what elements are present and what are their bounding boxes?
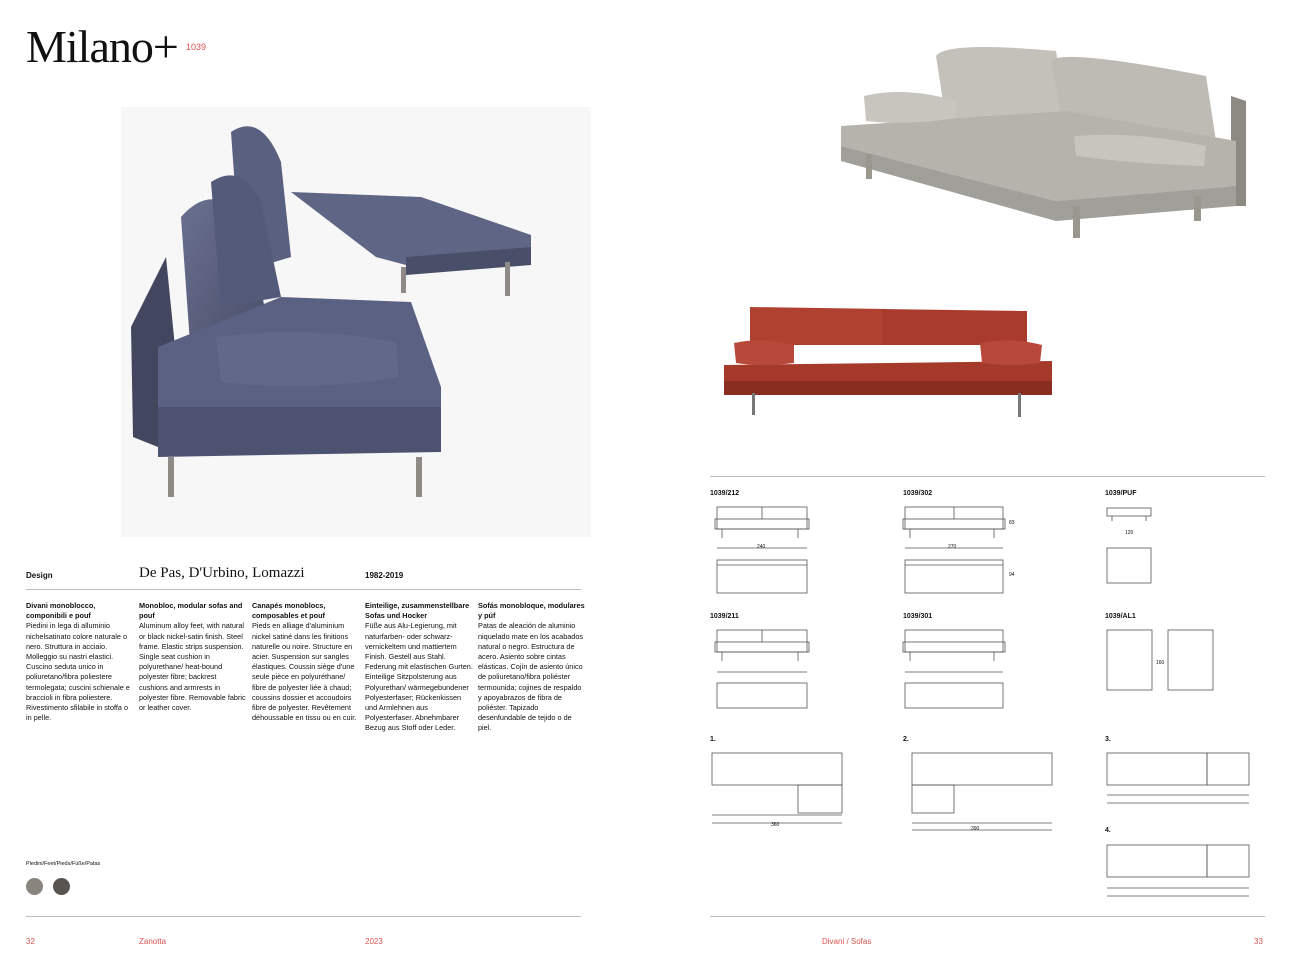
designer-names: De Pas, D'Urbino, Lomazzi: [139, 565, 305, 581]
feet-swatch-black: [53, 878, 70, 895]
composition-number: 4.: [1105, 827, 1111, 834]
drawing-code: 1039/AL1: [1105, 613, 1136, 620]
brand-name: Zanotta: [139, 937, 167, 946]
description-german: [365, 601, 473, 734]
drawing-code: 1039/302: [903, 490, 933, 497]
description-heading: Monobloc, modular sofas and pouf: [139, 601, 243, 621]
blue-corner-sofa-image: [121, 107, 591, 537]
footer-divider-right: [710, 916, 1265, 917]
design-divider: [26, 589, 581, 590]
dimension-label: 360: [771, 822, 780, 828]
description-heading: Sofás monobloque, modulares y púf: [478, 601, 585, 621]
section-name: Divani / Sofas: [822, 937, 872, 946]
technical-drawings: [700, 485, 1280, 905]
dimension-label: 270: [948, 544, 957, 550]
product-title: Milano+: [26, 21, 178, 72]
design-label: Design: [26, 571, 53, 580]
design-years: 1982-2019: [365, 571, 404, 580]
page-number-left: 32: [26, 937, 35, 946]
composition-number: 2.: [903, 736, 909, 743]
drawings-divider: [710, 476, 1265, 477]
feet-label: Piedini/Feet/Pieds/Füße/Patas: [26, 861, 101, 867]
dimension-label: 390: [971, 826, 980, 832]
dimension-label: 160: [1156, 660, 1165, 666]
dimension-label: 120: [1125, 530, 1134, 536]
description-body: Pieds en alliage d'aluminium nickel satiné dans les finitions naturelle ou noire. Structure en acier. Suspension sur sangles élastiques. Coussin siège d'une seule pièce en polyuréthane/ fibre de polyester liée à chaud; coussins dossier et accoudoirs fibre de polyester. Revêtement déhoussable en tissu ou en cuir.: [252, 621, 357, 723]
description-body: Füße aus Alu-Legierung, mit naturfarben- oder schwarz- vernickeltem und mattiertem Finish. Gestell aus Stahl. Federung mit elastischen Gurten. Einteilige Sitzpolsterung aus Polyurethan/ wärmegebundener Polyesterfaser; Rückenkissen und Armlehnen aus Polyesterfaser. Abnehmbarer Bezug aus Stoff oder Leder.: [365, 621, 473, 733]
description-heading: Einteilige, zusammenstellbare Sofas und Hocker: [365, 601, 470, 621]
description-spanish: [478, 601, 586, 734]
footer-divider-left: [26, 916, 581, 917]
catalog-year: 2023: [365, 937, 383, 946]
dimension-label: 240: [757, 544, 766, 550]
dimension-label: 94: [1009, 572, 1015, 578]
description-english: [139, 601, 247, 713]
grey-sofa-image: [836, 36, 1246, 246]
drawing-code: 1039/301: [903, 613, 933, 620]
model-number: 1039: [186, 42, 207, 52]
description-heading: Canapés monoblocs, composables et pouf: [252, 601, 326, 621]
composition-number: 1.: [710, 736, 716, 743]
description-italian: [26, 601, 134, 723]
feet-swatch-natural: [26, 878, 43, 895]
red-sofa-image: [722, 305, 1054, 420]
dimension-label: 83: [1009, 520, 1015, 526]
description-french: [252, 601, 360, 723]
drawing-code: 1039/211: [710, 613, 739, 620]
description-body: Piedini in lega di alluminio nichelsatinato colore naturale o nero. Struttura in acciaio. Molleggio su nastri elastici. Cuscino seduta unico in poliuretano/fibra poliestere termolegata; cuscini schienale e braccioli in fibra poliestere. Rivestimento sfilabile in stoffa o in pelle.: [26, 621, 130, 723]
description-body: Aluminum alloy feet, with natural or black nickel-satin finish. Steel frame. Elastic strips suspension. Single seat cushion in polyurethane/ heat-bound polyester fibre; backrest cushions and armrests in polyester fibre. Removable fabric or leather cover.: [139, 621, 246, 713]
page-number-right: 33: [1254, 937, 1263, 946]
drawing-code: 1039/212: [710, 490, 740, 497]
composition-number: 3.: [1105, 736, 1111, 743]
description-heading: Divani monoblocco, componibili e pouf: [26, 601, 96, 621]
description-body: Patas de aleación de aluminio niquelado mate en los acabados natural o negro. Estructura de acero. Asiento sobre cintas elásticas. Cojín de asiento único de poliuretano/fibra poliéster termounida; cojines de respaldo y apoyabrazos de fibra de poliéster. Tapizado desenfundable de tejido o de piel.: [478, 621, 584, 733]
drawing-code: 1039/PUF: [1105, 490, 1137, 497]
